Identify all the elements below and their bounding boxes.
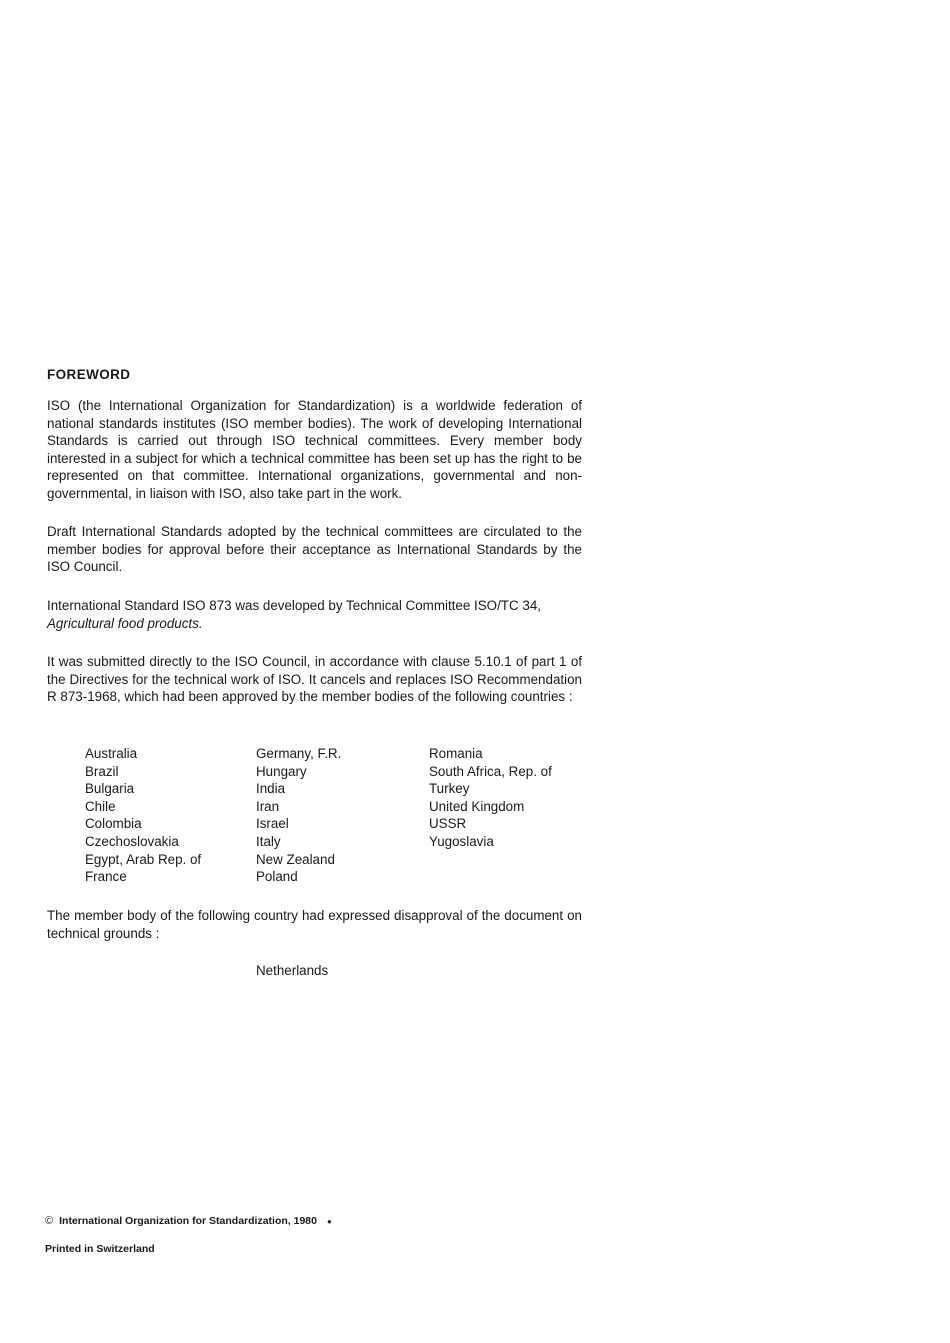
country-item: Italy [256,833,281,849]
country-item: Turkey [429,781,470,797]
development-text: International Standard ISO 873 was developed by Technical Committee ISO/TC 34, [47,598,541,613]
countries-column-2 [256,745,421,886]
country-item: Poland [256,869,298,885]
paragraph-disapproval: The member body of the following country had expressed disapproval of the document on technical grounds : [47,908,582,941]
country-item: Czechoslovakia [85,833,179,849]
country-item: France [85,869,127,885]
country-item: Romania [429,746,483,761]
paragraph-draft-standards: Draft International Standards adopted by the technical committees are circulated to the member bodies for approval before their acceptance as International Standards by the ISO Council. [47,524,582,575]
country-item: Germany, F.R. [256,746,342,761]
printed-location: Printed in Switzerland [45,1243,155,1255]
foreword-heading: FOREWORD [47,367,131,382]
country-item: Bulgaria [85,781,135,797]
countries-column-3 [429,745,599,851]
country-item: Egypt, Arab Rep. of [85,851,202,867]
country-item: New Zealand [256,851,335,867]
paragraph-iso-intro: ISO (the International Organization for Standardization) is a worldwide federation of national standards institutes (ISO member bodies). The work of developing International Standards is carried out through ISO technical committees. Every member body interested in a subject for which a technical committee has been set up has the right to be represented on that committee. International organizations, governmental and non-governmental, in liaison with ISO, also take part in the work. [47,398,582,501]
country-item: Chile [85,798,116,814]
country-item: Brazil [85,763,119,779]
country-item: United Kingdom [429,798,525,814]
country-item: India [256,781,286,797]
country-item: Australia [85,746,138,761]
bullet-icon: ● [326,1216,332,1226]
copyright-notice [45,1215,332,1227]
committee-title: Agricultural food products. [47,615,203,631]
countries-column-1 [85,745,250,886]
country-item: Yugoslavia [429,833,494,849]
copyright-icon: © [45,1215,54,1227]
copyright-text: International Organization for Standardization, 1980 [59,1215,317,1227]
disapproving-country: Netherlands [256,963,329,978]
country-item: South Africa, Rep. of [429,763,552,779]
country-item: Iran [256,798,280,814]
paragraph-development [47,597,582,632]
paragraph-submission: It was submitted directly to the ISO Council, in accordance with clause 5.10.1 of part 1 of the Directives for the technical work of ISO. It cancels and replaces ISO Recommendation R 873-1968, which had been approved by the member bodies of the following countries : [47,654,582,705]
country-item: Colombia [85,816,142,832]
country-item: USSR [429,816,467,832]
country-item: Hungary [256,763,307,779]
country-item: Israel [256,816,289,832]
